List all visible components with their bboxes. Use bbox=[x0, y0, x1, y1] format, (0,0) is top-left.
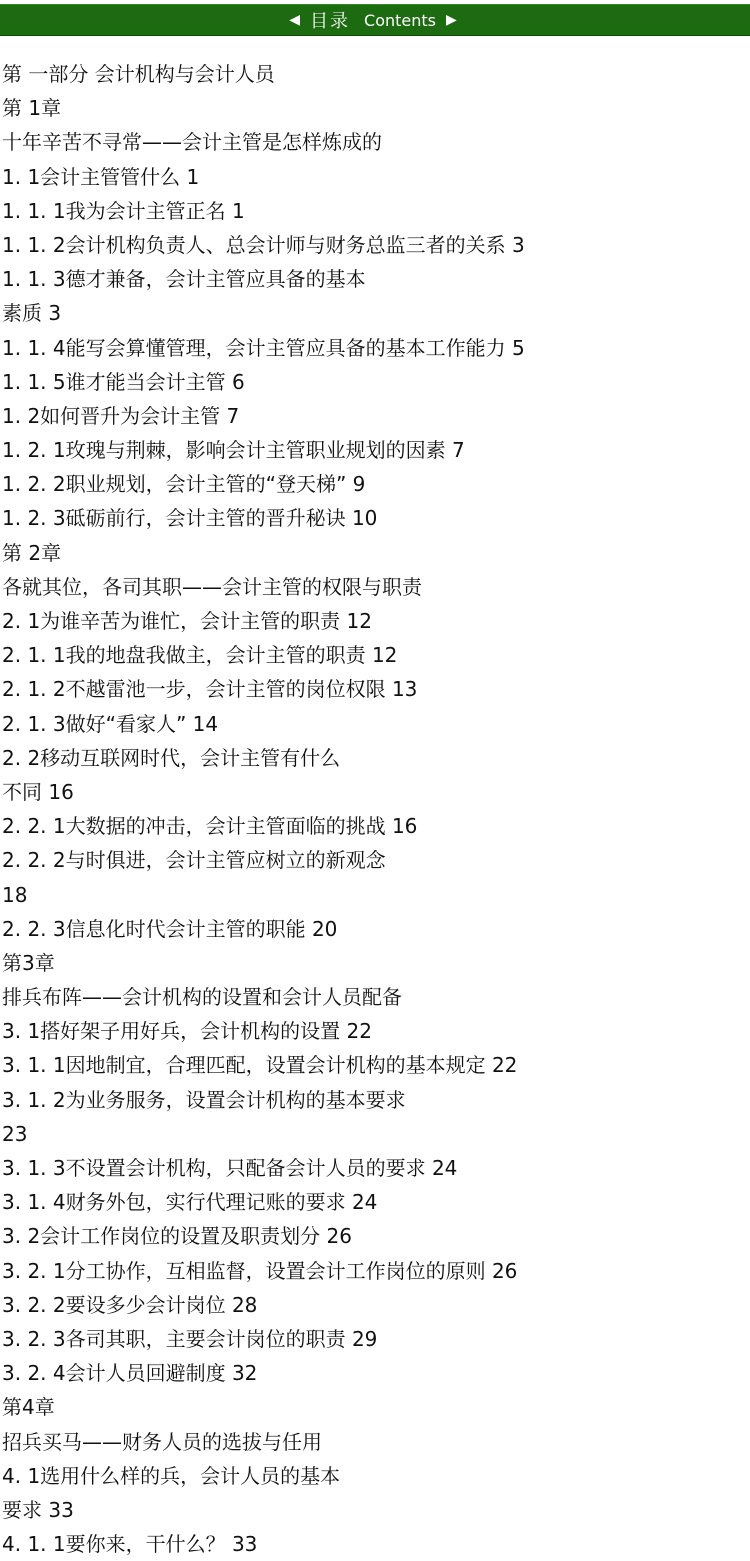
toc-entry[interactable]: 第 一部分 会计机构与会计人员 bbox=[2, 62, 275, 86]
toc-entry[interactable]: 1. 1. 4能写会算懂管理，会计主管应具备的基本工作能力 5 bbox=[2, 335, 525, 360]
toc-entry[interactable]: 3. 1. 4财务外包，实行代理记账的要求 24 bbox=[2, 1190, 378, 1215]
toc-entry[interactable]: 1. 2如何晋升为会计主管 7 bbox=[2, 403, 240, 428]
toc-entry[interactable]: 3. 1. 1因地制宜，合理匹配，设置会计机构的基本规定 22 bbox=[2, 1053, 518, 1078]
toc-entry[interactable]: 3. 2会计工作岗位的设置及职责划分 26 bbox=[2, 1224, 352, 1249]
toc-entry[interactable]: 1. 1. 3德才兼备，会计主管应具备的基本 bbox=[2, 267, 366, 292]
toc-entry[interactable]: 第 2章 bbox=[2, 540, 62, 565]
toc-entry[interactable]: 2. 2. 1大数据的冲击，会计主管面临的挑战 16 bbox=[2, 814, 418, 839]
toc-entry[interactable]: 1. 2. 3砥砺前行，会计主管的晋升秘诀 10 bbox=[2, 506, 378, 531]
toc-entry[interactable]: 2. 2移动互联网时代，会计主管有什么 bbox=[2, 745, 341, 770]
toc-entry[interactable]: 各就其位，各司其职——会计主管的权限与职责 bbox=[2, 574, 422, 599]
toc-entry[interactable]: 1. 1会计主管管什么 1 bbox=[2, 164, 200, 189]
toc-entry[interactable]: 2. 1为谁辛苦为谁忙，会计主管的职责 12 bbox=[2, 609, 372, 633]
toc-entry[interactable]: 素质 3 bbox=[2, 301, 62, 326]
table-of-contents bbox=[0, 57, 750, 1561]
toc-entry[interactable]: 3. 2. 3各司其职，主要会计岗位的职责 29 bbox=[2, 1326, 378, 1351]
toc-entry[interactable]: 1. 1. 5谁才能当会计主管 6 bbox=[2, 369, 245, 394]
toc-entry[interactable]: 23 bbox=[2, 1121, 28, 1146]
contents-title-chinese: 目录 bbox=[310, 11, 351, 32]
contents-header bbox=[289, 7, 457, 33]
toc-entry[interactable]: 不同 16 bbox=[2, 779, 74, 804]
toc-entry[interactable]: 2. 1. 3做好“看家人” 14 bbox=[2, 711, 219, 736]
toc-entry[interactable]: 3. 1. 3不设置会计机构，只配备会计人员的要求 24 bbox=[2, 1156, 458, 1180]
toc-entry[interactable]: 3. 2. 2要设多少会计岗位 28 bbox=[2, 1292, 258, 1317]
toc-entry[interactable]: 第 1章 bbox=[2, 96, 62, 121]
toc-entry[interactable]: 4. 1. 1要你来，干什么？ 33 bbox=[2, 1532, 258, 1557]
toc-entry[interactable]: 1. 2. 2职业规划，会计主管的“登天梯” 9 bbox=[2, 472, 366, 497]
toc-entry[interactable]: 3. 2. 4会计人员回避制度 32 bbox=[2, 1361, 258, 1386]
next-arrow-icon[interactable]: ▶ bbox=[445, 12, 457, 28]
toc-entry[interactable]: 3. 1. 2为业务服务，设置会计机构的基本要求 bbox=[2, 1087, 406, 1112]
contents-header-bar bbox=[0, 4, 750, 36]
toc-entry[interactable]: 2. 1. 2不越雷池一步，会计主管的岗位权限 13 bbox=[2, 677, 418, 702]
toc-entry[interactable]: 第3章 bbox=[2, 950, 55, 975]
contents-title-english: Contents bbox=[364, 10, 436, 30]
toc-entry[interactable]: 排兵布阵——会计机构的设置和会计人员配备 bbox=[2, 985, 402, 1010]
toc-entry[interactable]: 3. 2. 1分工协作，互相监督，设置会计工作岗位的原则 26 bbox=[2, 1258, 518, 1283]
toc-entry[interactable]: 2. 1. 1我的地盘我做主，会计主管的职责 12 bbox=[2, 643, 398, 668]
toc-entry[interactable]: 十年辛苦不寻常——会计主管是怎样炼成的 bbox=[2, 130, 382, 155]
toc-entry[interactable]: 招兵买马——财务人员的选拔与任用 bbox=[2, 1429, 322, 1454]
toc-entry[interactable]: 4. 1选用什么样的兵，会计人员的基本 bbox=[2, 1463, 341, 1488]
toc-entry[interactable]: 1. 2. 1玫瑰与荆棘，影响会计主管职业规划的因素 7 bbox=[2, 438, 465, 463]
toc-entry[interactable]: 1. 1. 2会计机构负责人、总会计师与财务总监三者的关系 3 bbox=[2, 232, 525, 257]
toc-entry[interactable]: 要求 33 bbox=[2, 1497, 74, 1522]
previous-arrow-icon[interactable]: ◀ bbox=[289, 12, 301, 28]
toc-entry[interactable]: 1. 1. 1我为会计主管正名 1 bbox=[2, 198, 245, 223]
toc-entry[interactable]: 3. 1搭好架子用好兵，会计机构的设置 22 bbox=[2, 1019, 372, 1044]
toc-entry[interactable]: 2. 2. 3信息化时代会计主管的职能 20 bbox=[2, 916, 338, 941]
toc-entry[interactable]: 2. 2. 2与时俱进，会计主管应树立的新观念 bbox=[2, 848, 386, 873]
toc-entry[interactable]: 18 bbox=[2, 882, 28, 907]
toc-entry[interactable]: 第4章 bbox=[2, 1395, 55, 1420]
